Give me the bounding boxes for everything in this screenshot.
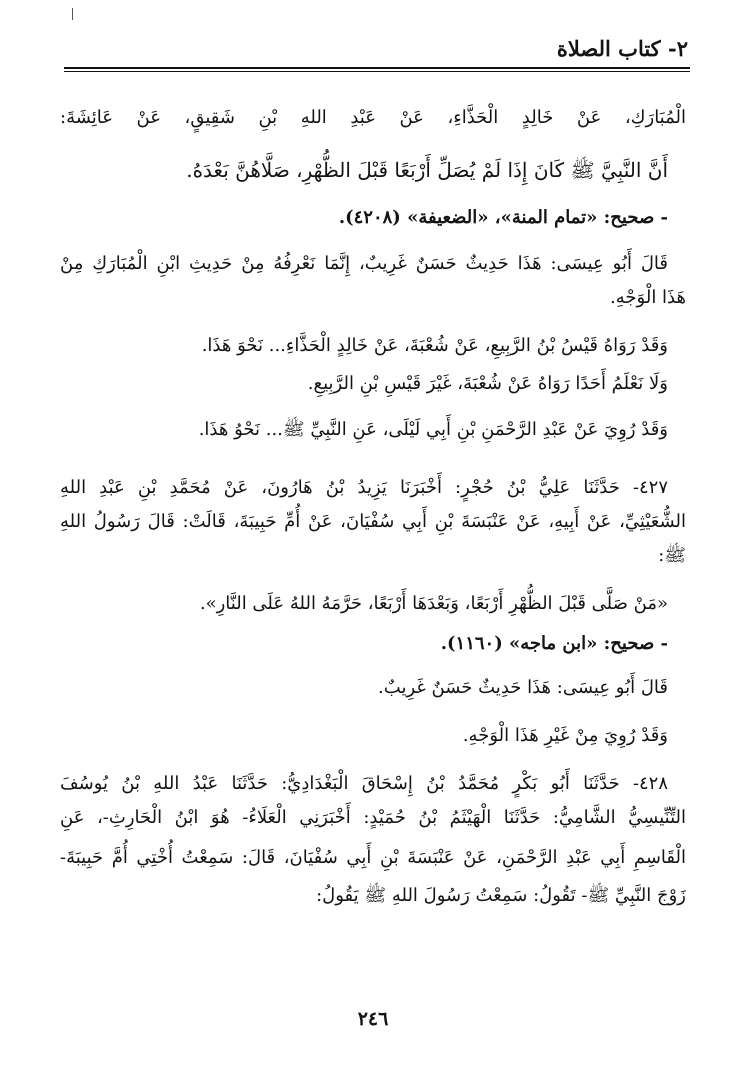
margin-mark	[72, 8, 73, 20]
text-line: قَالَ أَبُو عِيسَى: هَذَا حَدِيثٌ حَسَنٌ غَرِيبٌ، إِنَّمَا نَعْرِفُهُ مِنْ حَدِيثِ ابْنِ الْمُبَارَكِ مِنْ	[60, 253, 669, 274]
text-line: التِّنِّيسِيُّ الشَّامِيُّ: حَدَّثَنَا الْهَيْثَمُ بْنُ حُمَيْدٍ: أَخْبَرَنِي الْعَلَاءُ- هُوَ ابْنُ الْحَارِثِ-، عَنِ	[60, 807, 686, 828]
grading-note: - صحيح: «ابن ماجه» (١١٦٠).	[440, 633, 668, 654]
hadith-matn: أَنَّ النَّبِيَّ ﷺ كَانَ إِذَا لَمْ يُصَلِّ أَرْبَعًا قَبْلَ الظُّهْرِ، صَلَّاهُنَّ بَعْدَهُ.	[186, 158, 668, 182]
header-rule	[64, 67, 690, 69]
grading-note: - صحيح: «تمام المنة»، «الضعيفة» (٤٢٠٨).	[338, 207, 668, 228]
text-line: زَوْجَ النَّبِيِّ ﷺ- تَقُولُ: سَمِعْتُ رَسُولَ اللهِ ﷺ يَقُولُ:	[316, 885, 686, 906]
page-number: ٢٤٦	[357, 1008, 389, 1030]
text-line: وَقَدْ رُوِيَ عَنْ عَبْدِ الرَّحْمَنِ بْنِ أَبِي لَيْلَى، عَنِ النَّبِيِّ ﷺ... نَحْوُ هَذَا.	[198, 419, 668, 440]
text-line: الشُّعَيْثِيِّ، عَنْ أَبِيهِ، عَنْ عَنْبَسَةَ بْنِ أَبِي سُفْيَانَ، عَنْ أُمِّ حَبِيبَةَ، قَالَتْ: قَالَ رَسُولُ اللهِ	[60, 511, 686, 532]
text-line: قَالَ أَبُو عِيسَى: هَذَا حَدِيثٌ حَسَنٌ غَرِيبٌ.	[378, 677, 668, 698]
text-line: الْمُبَارَكِ، عَنْ خَالِدٍ الْحَذَّاءِ، عَنْ عَبْدِ اللهِ بْنِ شَقِيقٍ، عَنْ عَائِشَةَ:	[60, 107, 686, 128]
text-line: وَلَا نَعْلَمُ أَحَدًا رَوَاهُ عَنْ شُعْبَةَ، غَيْرَ قَيْسِ بْنِ الرَّبِيعِ.	[307, 373, 668, 394]
hadith-428: ٤٢٨- حَدَّثَنَا أَبُو بَكْرٍ مُحَمَّدُ بْنُ إِسْحَاقَ الْبَغْدَادِيُّ: حَدَّثَنَا عَبْدُ اللهِ بْنُ يُوسُفَ	[60, 773, 668, 794]
text-line: ﷺ:	[658, 545, 686, 566]
chapter-header: ٢- كتاب الصلاة	[556, 36, 688, 61]
text-line: الْقَاسِمِ أَبِي عَبْدِ الرَّحْمَنِ، عَنْ عَنْبَسَةَ بْنِ أَبِي سُفْيَانَ، قَالَ: سَمِعْتُ أُخْتِي أُمَّ حَبِيبَةَ-	[60, 847, 686, 868]
hadith-matn: «مَنْ صَلَّى قَبْلَ الظُّهْرِ أَرْبَعًا، وَبَعْدَهَا أَرْبَعًا، حَرَّمَهُ اللهُ عَلَى النَّارِ».	[199, 593, 668, 614]
hadith-427: ٤٢٧- حَدَّثَنَا عَلِيُّ بْنُ حُجْرٍ: أَخْبَرَنَا يَزِيدُ بْنُ هَارُونَ، عَنْ مُحَمَّدِ بْنِ عَبْدِ اللهِ	[60, 477, 668, 498]
header-rule-thin	[64, 71, 690, 72]
text-line: وَقَدْ رَوَاهُ قَيْسُ بْنُ الرَّبِيعِ، عَنْ شُعْبَةَ، عَنْ خَالِدٍ الْحَذَّاءِ... نَحْوَ هَذَا.	[201, 335, 668, 356]
text-line: وَقَدْ رُوِيَ مِنْ غَيْرِ هَذَا الْوَجْهِ.	[462, 725, 668, 746]
text-line: هَذَا الْوَجْهِ.	[610, 287, 686, 308]
